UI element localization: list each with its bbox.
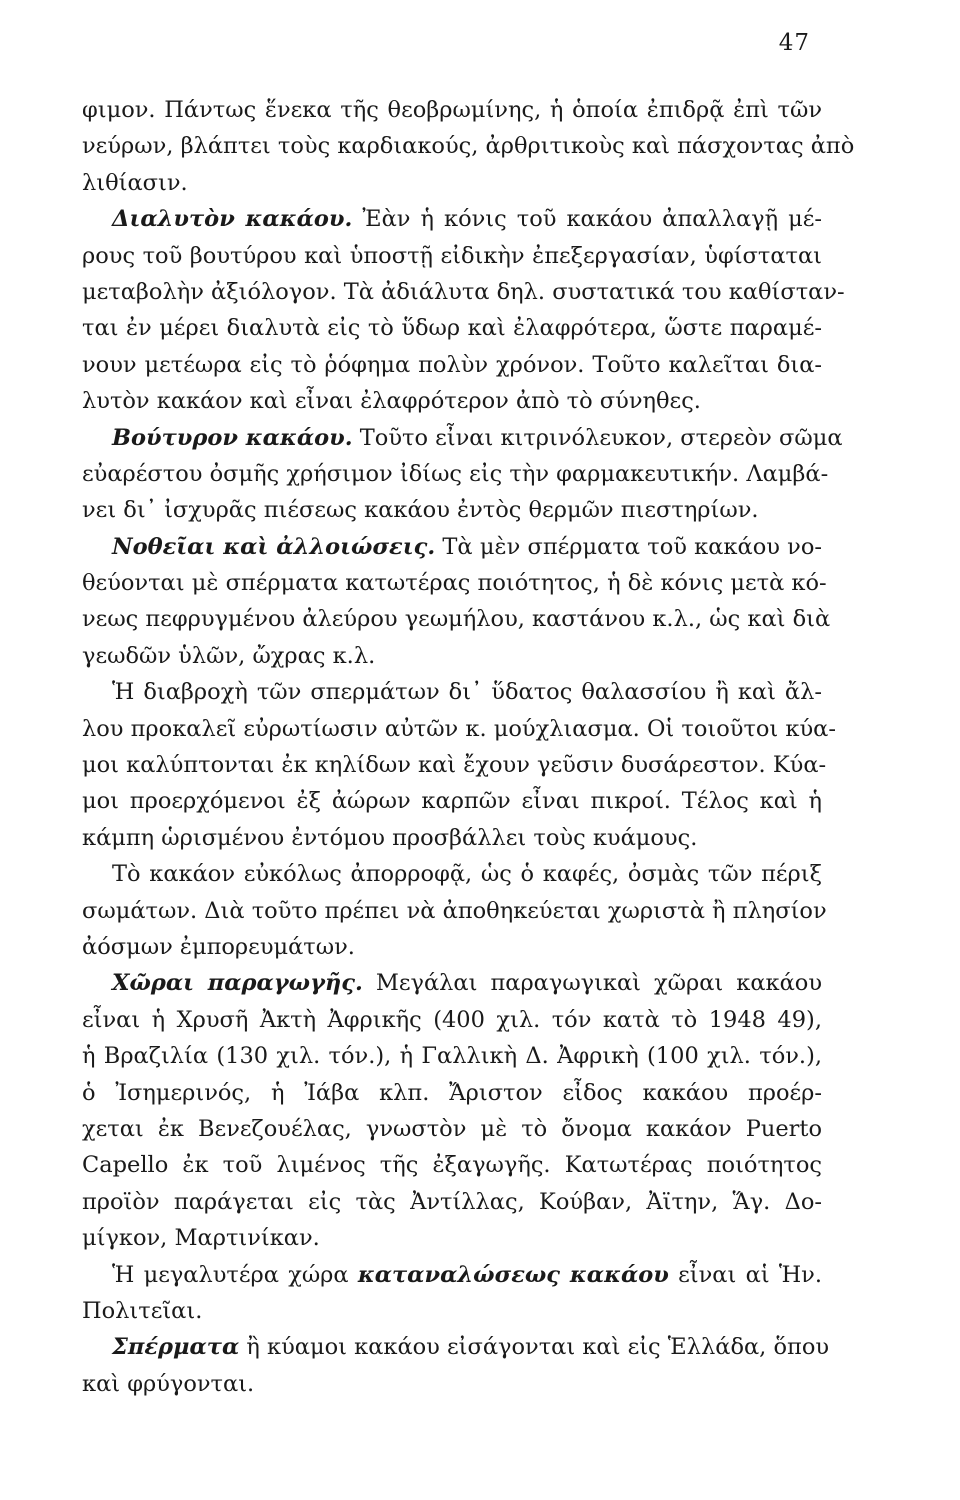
text-line: σωμάτων. Διὰ τοῦτο πρέπει νὰ ἀποθηκεύεται χωριστὰ ἢ πλησίον bbox=[82, 897, 827, 924]
text-line: ται ἐν μέρει διαλυτὰ εἰς τὸ ὕδωρ καὶ ἐλαφρότερα, ὥστε παραμέ- bbox=[82, 315, 822, 342]
section-line-chorai: Χῶραι παραγωγῆς. Μεγάλαι παραγωγικαὶ χῶραι κακάου bbox=[112, 970, 822, 997]
text-line: καὶ φρύγονται. bbox=[82, 1370, 255, 1397]
text-line: νουν μετέωρα εἰς τὸ ῥόφημα πολὺν χρόνον. Τοῦτο καλεῖται δια- bbox=[82, 351, 822, 378]
text-line: χεται ἐκ Βενεζουέλας, γνωστὸν μὲ τὸ ὄνομα κακάον Puerto bbox=[82, 1115, 822, 1142]
text-line: νεύρων, βλάπτει τοὺς καρδιακούς, ἀρθριτικοὺς καὶ πάσχοντας ἀπὸ bbox=[82, 133, 855, 160]
section-heading: Σπέρματα bbox=[112, 1334, 240, 1361]
page-number: 47 bbox=[778, 30, 810, 56]
section-heading: Χῶραι παραγωγῆς. bbox=[112, 970, 363, 997]
section-line-notheiai: Νοθεῖαι καὶ ἀλλοιώσεις. Τὰ μὲν σπέρματα τοῦ κακάου νο- bbox=[112, 533, 822, 560]
text-line: ρους τοῦ βουτύρου καὶ ὑποστῇ εἰδικὴν ἐπεξεργασίαν, ὑφίσταται bbox=[82, 242, 822, 269]
text-line: λυτὸν κακάον καὶ εἶναι ἐλαφρότερον ἀπὸ τὸ σύνηθες. bbox=[82, 388, 701, 415]
text-line: μίγκον, Μαρτινίκαν. bbox=[82, 1225, 320, 1252]
text-line: φιμον. Πάντως ἕνεκα τῆς θεοβρωμίνης, ἡ ὁποία ἐπιδρᾷ ἐπὶ τῶν bbox=[82, 97, 822, 123]
text-line: Ἡ διαβροχὴ τῶν σπερμάτων δι᾽ ὕδατος θαλασσίου ἢ καὶ ἄλ- bbox=[112, 679, 822, 706]
text-line: ἡ Βραζιλία (130 χιλ. τόν.), ἡ Γαλλικὴ Δ. Ἀφρικὴ (100 χιλ. τόν.), bbox=[82, 1043, 822, 1070]
text-line: νεως πεφρυγμένου ἀλεύρου γεωμήλου, καστάνου κ.λ., ὡς καὶ διὰ bbox=[82, 606, 831, 633]
body-text bbox=[82, 92, 855, 1402]
text-line: θεύονται μὲ σπέρματα κατωτέρας ποιότητος, ἡ δὲ κόνις μετὰ κό- bbox=[82, 570, 827, 597]
section-line-dialyton: Διαλυτὸν κακάου. Ἐὰν ἡ κόνις τοῦ κακάου ἀπαλλαγῇ μέ- bbox=[112, 206, 822, 233]
text-line: νει δι᾽ ἰσχυρᾶς πιέσεως κακάου ἐντὸς θερμῶν πιεστηρίων. bbox=[82, 497, 759, 524]
text-line: λου προκαλεῖ εὐρωτίωσιν αὐτῶν κ. μούχλιασμα. Οἱ τοιοῦτοι κύα- bbox=[82, 715, 836, 742]
text-line: ὁ Ἰσημερινός, ἡ Ἰάβα κλπ. Ἄριστον εἶδος κακάου προέρ- bbox=[82, 1079, 822, 1106]
text-line: Ἡ μεγαλυτέρα χώρα καταναλώσεως κακάου εἶναι αἱ Ἡν. bbox=[112, 1261, 822, 1288]
text-line: εἶναι ἡ Χρυσῆ Ἀκτὴ Ἀφρικῆς (400 χιλ. τόν κατὰ τὸ 1948 49), bbox=[82, 1006, 822, 1033]
text-line: εὐαρέστου ὀσμῆς χρήσιμον ἰδίως εἰς τὴν φαρμακευτικήν. Λαμβά- bbox=[82, 460, 829, 487]
section-line-boutyron: Βούτυρον κακάου. Τοῦτο εἶναι κιτρινόλευκον, στερεὸν σῶμα bbox=[112, 424, 843, 451]
section-line-spermata: Σπέρματα ἢ κύαμοι κακάου εἰσάγονται καὶ εἰς Ἑλλάδα, ὅπου bbox=[112, 1334, 830, 1361]
text-line: Πολιτεῖαι. bbox=[82, 1297, 203, 1324]
text-line: λιθίασιν. bbox=[82, 169, 188, 196]
section-heading: Βούτυρον κακάου. bbox=[112, 424, 353, 451]
section-heading: Νοθεῖαι καὶ ἀλλοιώσεις. bbox=[112, 533, 436, 560]
text-line: μοι καλύπτονται ἐκ κηλίδων καὶ ἔχουν γεῦσιν δυσάρεστον. Κύα- bbox=[82, 752, 827, 779]
text-line: Τὸ κακάον εὐκόλως ἀπορροφᾷ, ὡς ὁ καφές, ὀσμὰς τῶν πέριξ bbox=[112, 861, 822, 888]
section-heading: Διαλυτὸν κακάου. bbox=[112, 206, 353, 233]
text-line: κάμπη ὡρισμένου ἐντόμου προσβάλλει τοὺς κυάμους. bbox=[82, 824, 698, 851]
emphasis-phrase: καταναλώσεως κακάου bbox=[357, 1261, 669, 1288]
text-line: μεταβολὴν ἀξιόλογον. Τὰ ἀδιάλυτα δηλ. συστατικά του καθίσταν- bbox=[82, 278, 845, 305]
text-line: ἀόσμων ἐμπορευμάτων. bbox=[82, 933, 355, 960]
text-line: μοι προερχόμενοι ἐξ ἀώρων καρπῶν εἶναι πικροί. Τέλος καὶ ἡ bbox=[82, 788, 822, 815]
text-line: γεωδῶν ὑλῶν, ὤχρας κ.λ. bbox=[82, 642, 376, 669]
text-line: Capello ἐκ τοῦ λιμένος τῆς ἐξαγωγῆς. Κατωτέρας ποιότητος bbox=[82, 1152, 822, 1179]
text-line: προϊὸν παράγεται εἰς τὰς Ἀντίλλας, Κούβαν, Ἀϊτην, Ἅγ. Δο- bbox=[82, 1188, 822, 1215]
